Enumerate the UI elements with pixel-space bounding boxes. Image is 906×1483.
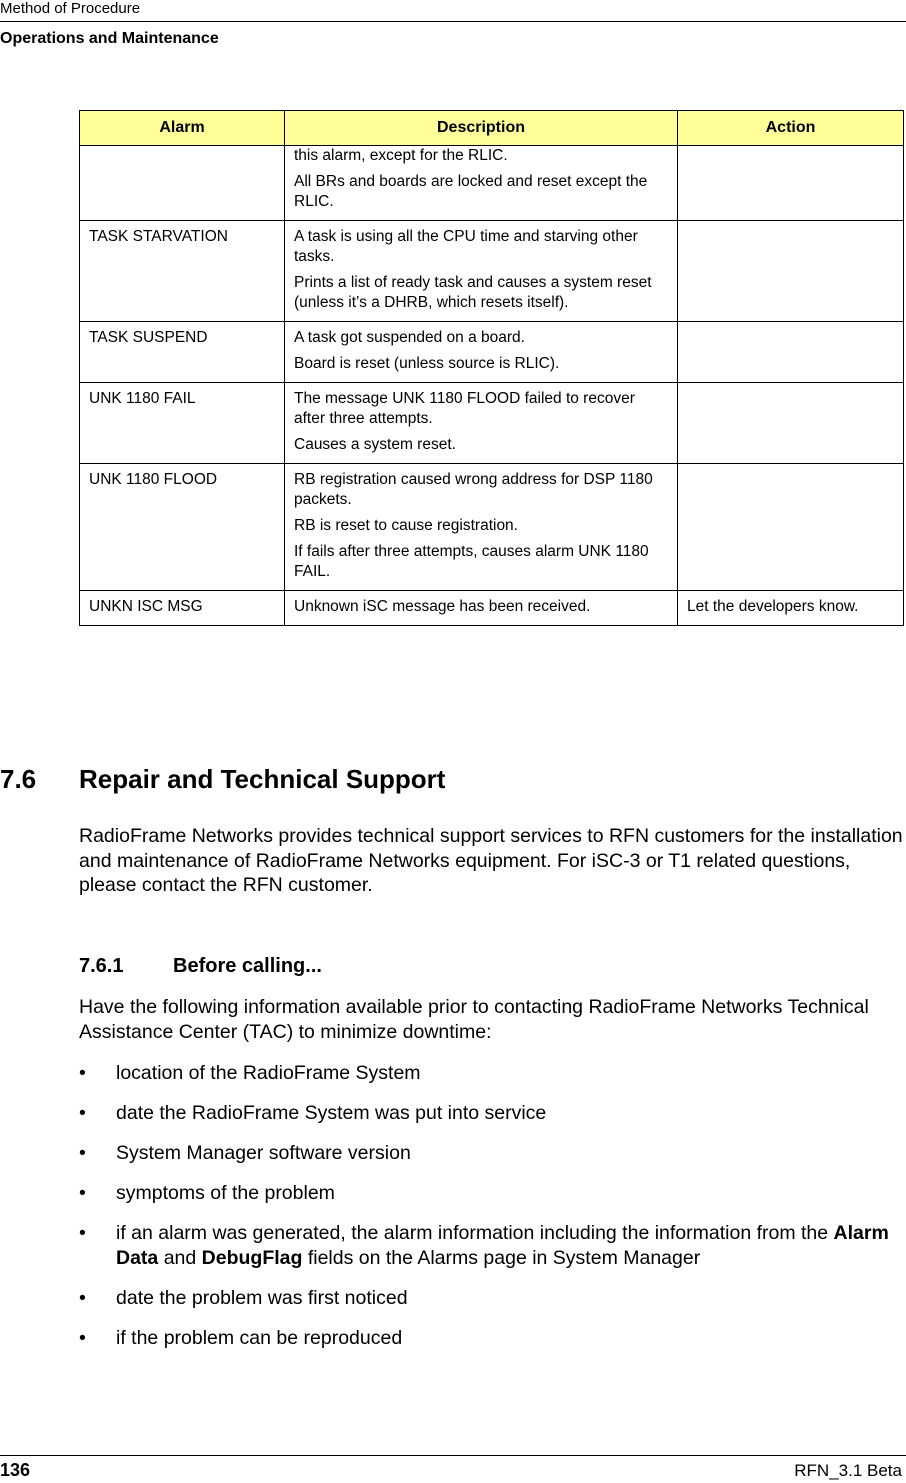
- description-cell: [285, 221, 678, 322]
- description-line: A task is using all the CPU time and starving other tasks.: [294, 228, 638, 265]
- description-line: RB registration caused wrong address for DSP 1180 packets.: [294, 471, 653, 508]
- description-line: Causes a system reset.: [294, 436, 456, 453]
- alarm-bullet-text: if an alarm was generated, the alarm information including the information from the: [116, 1222, 834, 1244]
- list-item: [79, 1181, 903, 1206]
- column-header-alarm: Alarm: [80, 111, 285, 146]
- table-row: [80, 383, 904, 464]
- list-item-text: if the problem can be reproduced: [116, 1326, 403, 1349]
- list-item-text: System Manager software version: [116, 1142, 411, 1164]
- subsection-lead-paragraph: Have the following information available prior to contacting RadioFrame Networks Technical Assistance Center (TAC) to minimize downtime:: [79, 996, 869, 1043]
- running-header-title: Method of Procedure: [0, 0, 141, 17]
- table-row: [80, 322, 904, 383]
- alarm-bullet-text: fields on the Alarms page in System Manager: [302, 1246, 701, 1269]
- description-cell: [285, 322, 678, 383]
- alarm-data-field-label: Alarm Data: [116, 1222, 889, 1269]
- table-row: [80, 591, 904, 626]
- list-item-text: symptoms of the problem: [116, 1182, 335, 1204]
- bullet-icon: •: [79, 1142, 86, 1164]
- list-item: [79, 1101, 903, 1126]
- running-header-subtitle: Operations and Maintenance: [0, 30, 219, 47]
- alarm-cell: UNK 1180 FAIL: [80, 383, 285, 464]
- description-line: If fails after three attempts, causes alarm UNK 1180 FAIL.: [294, 543, 649, 580]
- alarm-cell: UNKN ISC MSG: [80, 591, 285, 626]
- description-line: Board is reset (unless source is RLIC).: [294, 355, 560, 372]
- alarms-table: [79, 110, 904, 626]
- action-cell: [678, 464, 904, 591]
- action-cell: Let the developers know.: [678, 591, 904, 626]
- list-item: [79, 1061, 903, 1086]
- description-cell: [285, 464, 678, 591]
- action-cell: [678, 322, 904, 383]
- page-number: 136: [0, 1460, 31, 1480]
- description-line: The message UNK 1180 FLOOD failed to recover after three attempts.: [294, 390, 635, 427]
- table-header-row: [80, 111, 904, 146]
- bullet-icon: •: [79, 1222, 86, 1244]
- description-line: RB is reset to cause registration.: [294, 517, 518, 534]
- section-intro-paragraph: RadioFrame Networks provides technical support services to RFN customers for the installation and maintenance of RadioFrame Networks equipment. For iSC-3 or T1 related questions, please contact the RFN customer.: [79, 825, 903, 896]
- description-line: Prints a list of ready task and causes a system reset (unless it’s a DHRB, which resets itself).: [294, 274, 652, 311]
- description-cell: [285, 591, 678, 626]
- footer-rule: [0, 1455, 906, 1456]
- section-title: Repair and Technical Support: [79, 764, 446, 794]
- subsection-number: 7.6.1: [79, 955, 124, 977]
- section-heading: [0, 764, 445, 795]
- table-row: [80, 146, 904, 221]
- header-rule: [0, 21, 906, 22]
- checklist: [79, 1061, 903, 1366]
- alarm-cell: TASK SUSPEND: [80, 322, 285, 383]
- description-line: Unknown iSC message has been received.: [294, 598, 591, 615]
- list-item-text: date the problem was first noticed: [116, 1286, 408, 1309]
- section-number: 7.6: [0, 764, 37, 794]
- description-cell: [285, 146, 678, 221]
- column-header-action: Action: [678, 111, 904, 146]
- column-header-description: Description: [285, 111, 678, 146]
- bullet-icon: •: [79, 1102, 86, 1124]
- bullet-icon: •: [79, 1326, 86, 1349]
- action-cell: [678, 383, 904, 464]
- subsection-title: Before calling...: [173, 955, 322, 977]
- action-cell: [678, 146, 904, 221]
- alarm-bullet-text: and: [158, 1246, 202, 1269]
- bullet-icon: •: [79, 1286, 86, 1309]
- action-cell: [678, 221, 904, 322]
- table-row: [80, 221, 904, 322]
- subsection-heading: [79, 955, 322, 978]
- list-item-text: [116, 1222, 889, 1269]
- description-line: A task got suspended on a board.: [294, 329, 525, 346]
- alarm-cell: TASK STARVATION: [80, 221, 285, 322]
- document-version: RFN_3.1 Beta: [794, 1461, 902, 1480]
- bullet-icon: •: [79, 1182, 86, 1204]
- alarm-cell: [80, 146, 285, 221]
- alarm-cell: UNK 1180 FLOOD: [80, 464, 285, 591]
- list-item-text: location of the RadioFrame System: [116, 1062, 421, 1084]
- table-row: [80, 464, 904, 591]
- list-item: [79, 1326, 903, 1351]
- description-line: All BRs and boards are locked and reset except the RLIC.: [294, 173, 648, 210]
- debugflag-field-label: DebugFlag: [201, 1246, 303, 1269]
- description-cell: [285, 383, 678, 464]
- description-line: this alarm, except for the RLIC.: [294, 147, 508, 164]
- list-item: [79, 1141, 903, 1166]
- list-item: [79, 1221, 903, 1270]
- list-item-text: date the RadioFrame System was put into service: [116, 1102, 547, 1124]
- bullet-icon: •: [79, 1062, 86, 1084]
- list-item: [79, 1286, 903, 1311]
